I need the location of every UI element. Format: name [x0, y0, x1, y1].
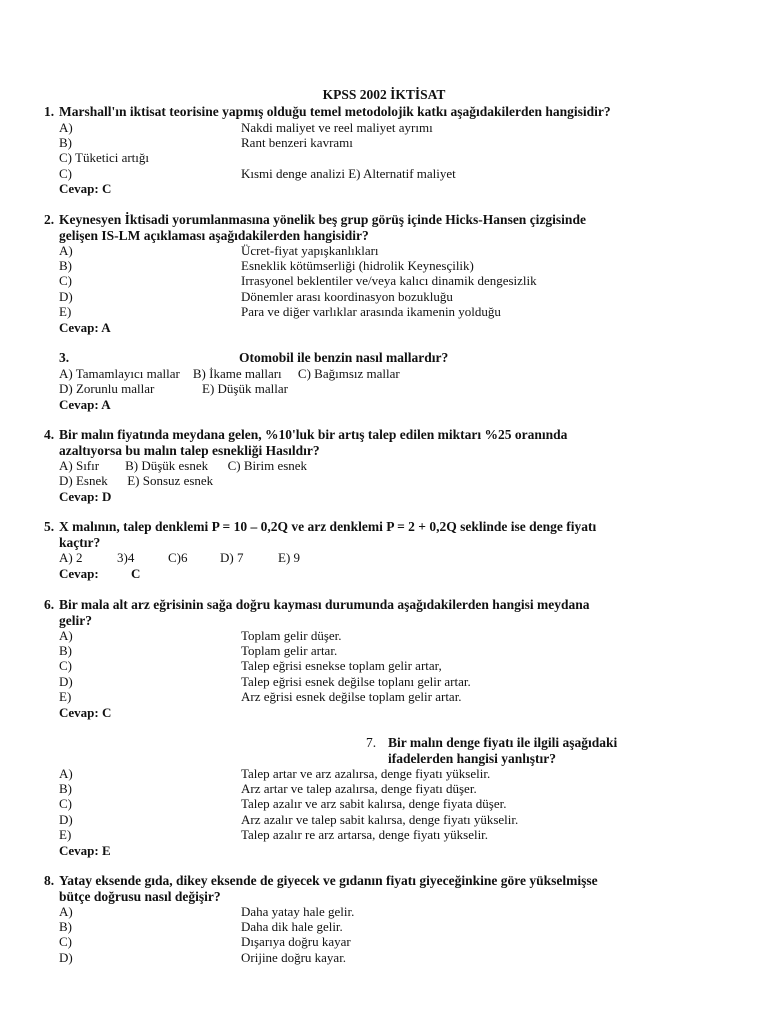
option-text: Arz azalır ve talep sabit kalırsa, denge fiyatı yükselir.	[241, 812, 519, 827]
option-label: A)	[59, 120, 73, 135]
question-text-line2: kaçtır?	[59, 534, 101, 550]
option-label: E)	[59, 827, 72, 842]
question-8	[44, 873, 704, 904]
question-text-line1: Bir mala alt arz eğrisinin sağa doğru kayması durumunda aşağıdakilerden hangisi meydana	[59, 597, 590, 612]
option-text: Kısmi denge analizi E) Alternatif maliyet	[241, 166, 456, 181]
question-number: 5.	[44, 519, 55, 534]
answer-line: Cevap: E	[59, 843, 111, 858]
answer-line: Cevap: C	[59, 181, 112, 196]
question-5	[44, 519, 704, 550]
question-number: 8.	[44, 873, 55, 888]
question-number: 2.	[44, 212, 55, 227]
option-e: E) 9	[278, 550, 301, 565]
option-label: C)	[59, 796, 72, 811]
question-6	[44, 597, 704, 628]
option-text: Arz artar ve talep azalırsa, denge fiyatı düşer.	[241, 781, 477, 796]
question-number: 6.	[44, 597, 55, 612]
option-label: E)	[59, 304, 72, 319]
question-3-number: 3.	[59, 350, 70, 365]
option-text: Talep eğrisi esnekse toplam gelir artar,	[241, 658, 442, 673]
question-1	[44, 104, 704, 120]
option-b: 3)4	[117, 550, 135, 565]
option-text: C) Tüketici artığı	[59, 150, 150, 165]
option-text: Toplam gelir artar.	[241, 643, 338, 658]
option-c: C)6	[168, 550, 188, 565]
question-number: 1.	[44, 104, 55, 119]
question-text: Marshall'ın iktisat teorisine yapmış olduğu temel metodolojik katkı aşağıdakilerden hangisidir?	[59, 104, 611, 119]
option-row: A) Sıfır B) Düşük esnek C) Birim esnek	[59, 458, 308, 473]
option-label: D)	[59, 950, 73, 965]
question-text-line1: Keynesyen İktisadi yorumlanmasına yönelik beş grup görüş içinde Hicks-Hansen çizgisinde	[59, 212, 586, 227]
option-text: Talep artar ve arz azalırsa, denge fiyatı yükselir.	[241, 766, 491, 781]
option-text: Ücret-fiyat yapışkanlıkları	[241, 243, 379, 258]
option-text: Dönemler arası koordinasyon bozukluğu	[241, 289, 453, 304]
option-text: Esneklik kötümserliği (hidrolik Keynesçilik)	[241, 258, 474, 273]
question-number: 4.	[44, 427, 55, 442]
question-text-line2: gelişen IS-LM açıklaması aşağıdakilerden hangisidir?	[59, 227, 369, 243]
option-row: A) Tamamlayıcı mallar B) İkame malları C) Bağımsız mallar	[59, 366, 400, 381]
option-text: Para ve diğer varlıklar arasında ikamenin yolduğu	[241, 304, 501, 319]
option-text: Nakdi maliyet ve reel maliyet ayrımı	[241, 120, 433, 135]
option-text: Orijine doğru kayar.	[241, 950, 347, 965]
option-text: Rant benzeri kavramı	[241, 135, 353, 150]
question-text-line2: bütçe doğrusu nasıl değişir?	[59, 888, 221, 904]
option-text: Irrasyonel beklentiler ve/veya kalıcı dinamik dengesizlik	[241, 273, 537, 288]
option-label: E)	[59, 689, 72, 704]
question-4	[44, 427, 704, 458]
option-label: A)	[59, 628, 73, 643]
option-label: A)	[59, 766, 73, 781]
option-label: C)	[59, 934, 72, 949]
option-label: B)	[59, 919, 72, 934]
question-text-line2: ifadelerden hangisi yanlıştır?	[388, 750, 557, 766]
question-text-line2: azaltıyorsa bu malın talep esnekliği Hasıldır?	[59, 442, 320, 458]
option-text: Talep eğrisi esnek değilse toplanı gelir artar.	[241, 674, 471, 689]
answer-line: Cevap: A	[59, 397, 111, 412]
answer-line: Cevap: C	[59, 705, 112, 720]
option-row: D) Esnek E) Sonsuz esnek	[59, 473, 214, 488]
page-title: KPSS 2002 İKTİSAT	[322, 87, 446, 102]
option-text: Talep azalır re arz artarsa, denge fiyatı yükselir.	[241, 827, 489, 842]
answer-line: Cevap: A	[59, 320, 111, 335]
option-text: D) Zorunlu mallar	[59, 381, 155, 396]
option-label: B)	[59, 781, 72, 796]
option-label: D)	[59, 674, 73, 689]
question-text-line1: X malının, talep denklemi P = 10 – 0,2Q ve arz denklemi P = 2 + 0,2Q seklinde ise denge fiyatı	[59, 519, 597, 534]
option-label: B)	[59, 258, 72, 273]
option-text: Talep azalır ve arz sabit kalırsa, denge fiyata düşer.	[241, 796, 507, 811]
question-number: 7.	[366, 735, 377, 750]
option-label: B)	[59, 135, 72, 150]
option-text: Arz eğrisi esnek değilse toplam gelir artar.	[241, 689, 462, 704]
answer-line: Cevap: D	[59, 489, 112, 504]
option-text: Daha yatay hale gelir.	[241, 904, 355, 919]
option-label: D)	[59, 289, 73, 304]
option-label: A)	[59, 243, 73, 258]
option-label: B)	[59, 643, 72, 658]
question-2	[44, 212, 704, 243]
question-3-text: Otomobil ile benzin nasıl mallardır?	[239, 350, 449, 365]
question-text-line2: gelir?	[59, 612, 92, 628]
option-label: C)	[59, 273, 72, 288]
option-a: A) 2	[59, 550, 83, 565]
option-label: A)	[59, 904, 73, 919]
answer-value: C	[131, 566, 141, 581]
question-text-line1: Bir malın denge fiyatı ile ilgili aşağıdaki	[388, 735, 618, 750]
answer-label: Cevap:	[59, 566, 99, 581]
option-label: C)	[59, 166, 72, 181]
option-label: C)	[59, 658, 72, 673]
option-text: E) Düşük mallar	[202, 381, 288, 396]
option-text: Dışarıya doğru kayar	[241, 934, 351, 949]
question-text-line1: Bir malın fiyatında meydana gelen, %10'luk bir artış talep edilen miktarı %25 oranında	[59, 427, 568, 442]
option-text: Daha dik hale gelir.	[241, 919, 343, 934]
option-d: D) 7	[220, 550, 244, 565]
question-7	[366, 735, 706, 766]
option-text: Toplam gelir düşer.	[241, 628, 342, 643]
option-label: D)	[59, 812, 73, 827]
question-text-line1: Yatay eksende gıda, dikey eksende de giyecek ve gıdanın fiyatı giyeceğinkine göre yükselmişse	[59, 873, 598, 888]
